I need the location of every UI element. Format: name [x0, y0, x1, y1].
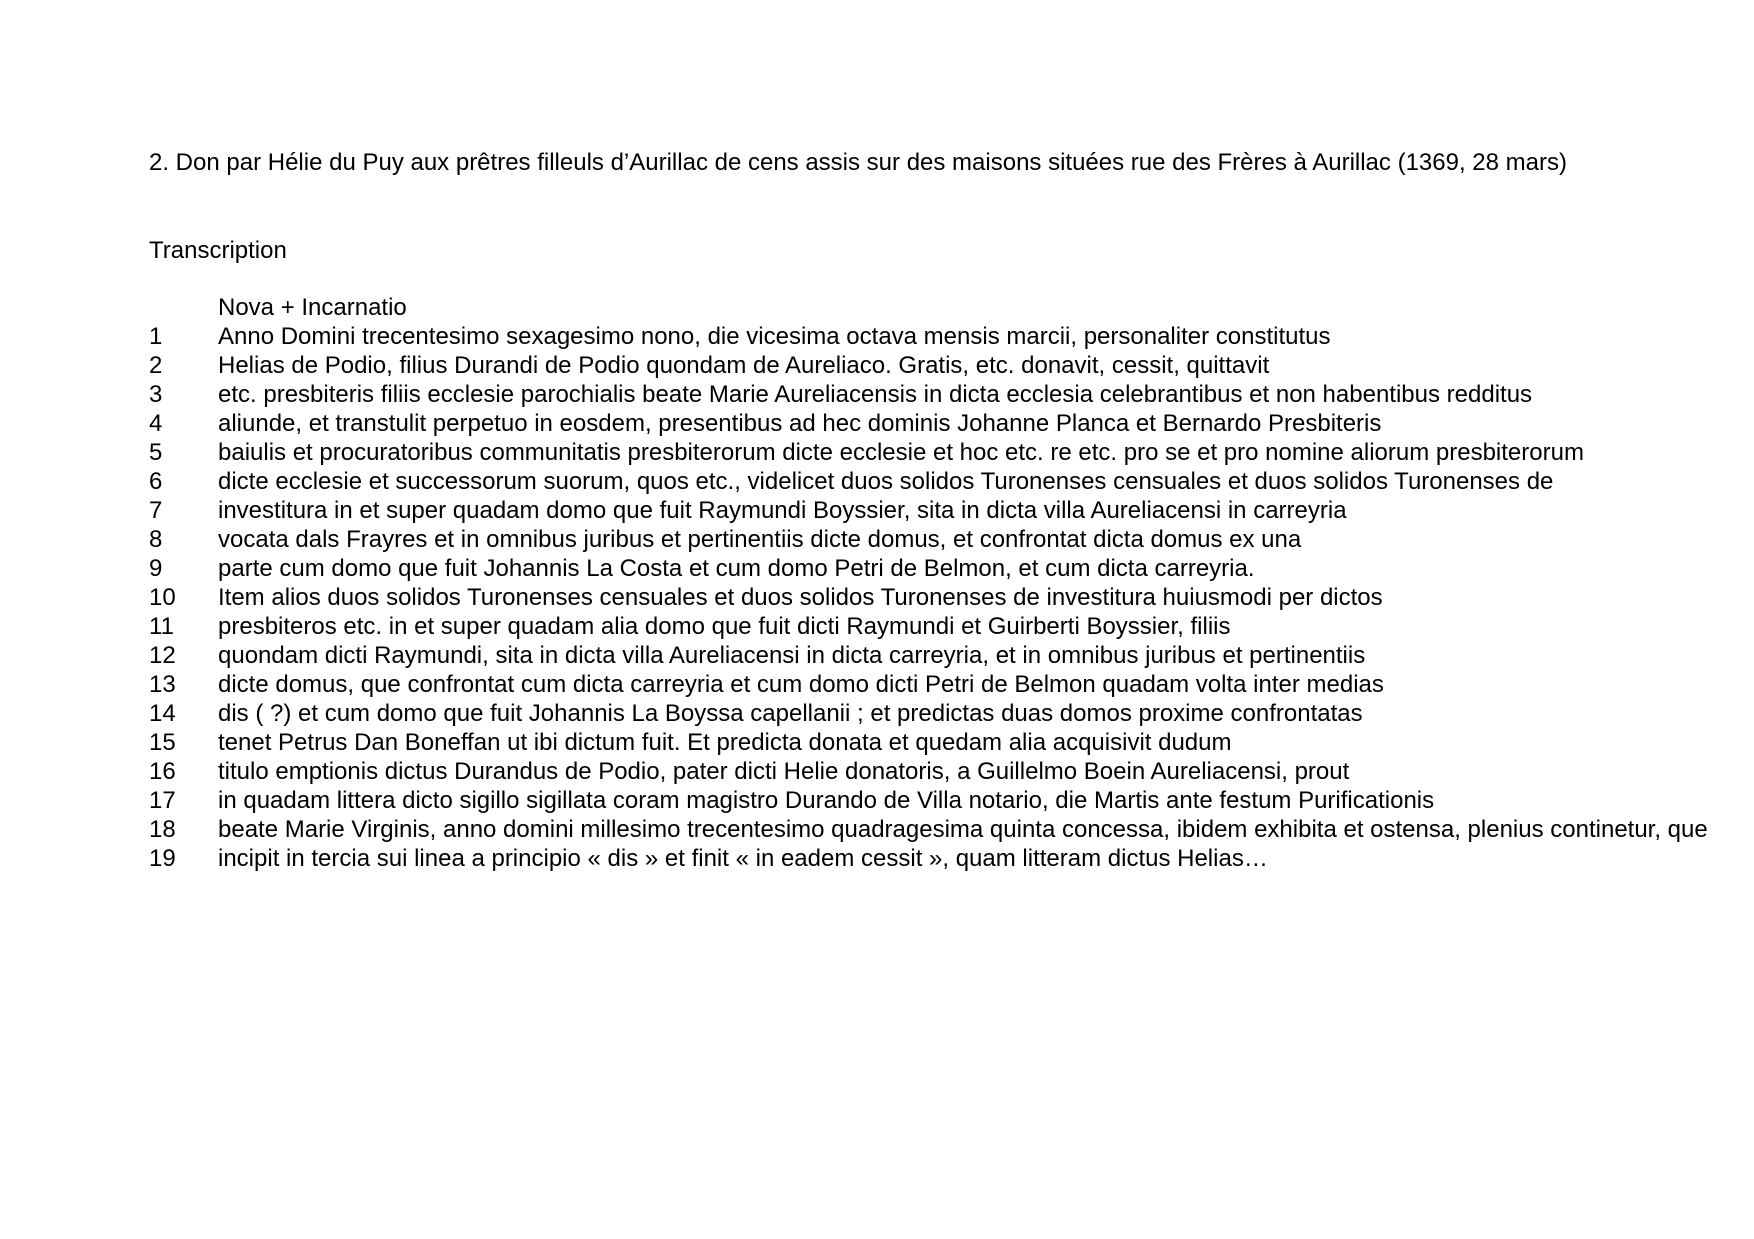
transcription-line: [149, 845, 1709, 874]
transcription-line: [149, 758, 1709, 787]
transcription-line: [149, 787, 1709, 816]
line-text: investitura in et super quadam domo que fuit Raymundi Boyssier, sita in dicta villa Aureliacensi in carreyria: [218, 497, 1347, 524]
transcription-line: [149, 816, 1709, 845]
line-number: 17: [149, 787, 176, 814]
line-number: 4: [149, 410, 163, 437]
transcription-line: [149, 439, 1709, 468]
line-number: 9: [149, 555, 163, 582]
line-text: Anno Domini trecentesimo sexagesimo nono, die vicesima octava mensis marcii, personaliter constitutus: [218, 323, 1331, 350]
line-text: dicte domus, que confrontat cum dicta carreyria et cum domo dicti Petri de Belmon quadam volta inter medias: [218, 671, 1384, 698]
line-text: incipit in tercia sui linea a principio « dis » et finit « in eadem cessit », quam litteram dictus Helias…: [218, 845, 1268, 872]
transcription-line: [149, 323, 1709, 352]
line-text: baiulis et procuratoribus communitatis presbiterorum dicte ecclesie et hoc etc. re etc. pro se et pro nomine aliorum presbiterorum: [218, 439, 1584, 466]
line-number: 11: [149, 613, 174, 640]
line-number: 10: [149, 584, 176, 611]
line-number: 16: [149, 758, 176, 785]
transcription-line: [149, 381, 1709, 410]
line-text: parte cum domo que fuit Johannis La Costa et cum domo Petri de Belmon, et cum dicta carreyria.: [218, 555, 1255, 582]
transcription-line: [149, 700, 1709, 729]
transcription-line: [149, 584, 1709, 613]
line-number: 13: [149, 671, 176, 698]
line-number: 12: [149, 642, 176, 669]
transcription-line: [149, 671, 1709, 700]
transcription-line: [149, 555, 1709, 584]
line-text: Helias de Podio, filius Durandi de Podio quondam de Aureliaco. Gratis, etc. donavit, cessit, quittavit: [218, 352, 1270, 379]
transcription-lines: [149, 323, 1709, 874]
transcription-line: [149, 468, 1709, 497]
invocation-line: Nova + Incarnatio: [218, 294, 407, 321]
line-text: Item alios duos solidos Turonenses censuales et duos solidos Turonenses de investitura huiusmodi per dictos: [218, 584, 1383, 611]
line-text: etc. presbiteris filiis ecclesie parochialis beate Marie Aureliacensis in dicta ecclesia celebrantibus et non habentibus redditus: [218, 381, 1533, 408]
line-number: 1: [149, 323, 163, 350]
transcription-line: [149, 526, 1709, 555]
line-number: 18: [149, 816, 176, 843]
line-text: quondam dicti Raymundi, sita in dicta villa Aureliacensi in dicta carreyria, et in omnibus juribus et pertinentiis: [218, 642, 1366, 669]
transcription-line: [149, 410, 1709, 439]
line-text: dicte ecclesie et successorum suorum, quos etc., videlicet duos solidos Turonenses censuales et duos solidos Turonenses de: [218, 468, 1554, 495]
transcription-line: [149, 729, 1709, 758]
transcription-line: [149, 352, 1709, 381]
document-title: 2. Don par Hélie du Puy aux prêtres filleuls d’Aurillac de cens assis sur des maisons situées rue des Frères à Aurillac (1369, 28 mars): [149, 149, 1567, 176]
line-number: 7: [149, 497, 163, 524]
line-number: 5: [149, 439, 163, 466]
line-text: tenet Petrus Dan Boneffan ut ibi dictum fuit. Et predicta donata et quedam alia acquisivit dudum: [218, 729, 1232, 756]
line-number: 2: [149, 352, 163, 379]
line-text: dis ( ?) et cum domo que fuit Johannis La Boyssa capellanii ; et predictas duas domos proxime confrontatas: [218, 700, 1363, 727]
section-heading-transcription: Transcription: [149, 237, 287, 264]
transcription-line: [149, 642, 1709, 671]
line-number: 8: [149, 526, 163, 553]
line-text: in quadam littera dicto sigillo sigillata coram magistro Durando de Villa notario, die Martis ante festum Purificationis: [218, 787, 1435, 814]
transcription-line: [149, 497, 1709, 526]
line-number: 6: [149, 468, 163, 495]
transcription-line: [149, 613, 1709, 642]
line-text: beate Marie Virginis, anno domini millesimo trecentesimo quadragesima quinta concessa, ibidem exhibita et ostensa, plenius continetur, que: [218, 816, 1708, 843]
line-number: 3: [149, 381, 163, 408]
line-text: titulo emptionis dictus Durandus de Podio, pater dicti Helie donatoris, a Guillelmo Boein Aureliacensi, prout: [218, 758, 1350, 785]
line-text: vocata dals Frayres et in omnibus juribus et pertinentiis dicte domus, et confrontat dicta domus ex una: [218, 526, 1302, 553]
line-number: 14: [149, 700, 176, 727]
line-text: presbiteros etc. in et super quadam alia domo que fuit dicti Raymundi et Guirberti Boyssier, filiis: [218, 613, 1231, 640]
line-text: aliunde, et transtulit perpetuo in eosdem, presentibus ad hec dominis Johanne Planca et Bernardo Presbiteris: [218, 410, 1382, 437]
line-number: 19: [149, 845, 176, 872]
line-number: 15: [149, 729, 176, 756]
